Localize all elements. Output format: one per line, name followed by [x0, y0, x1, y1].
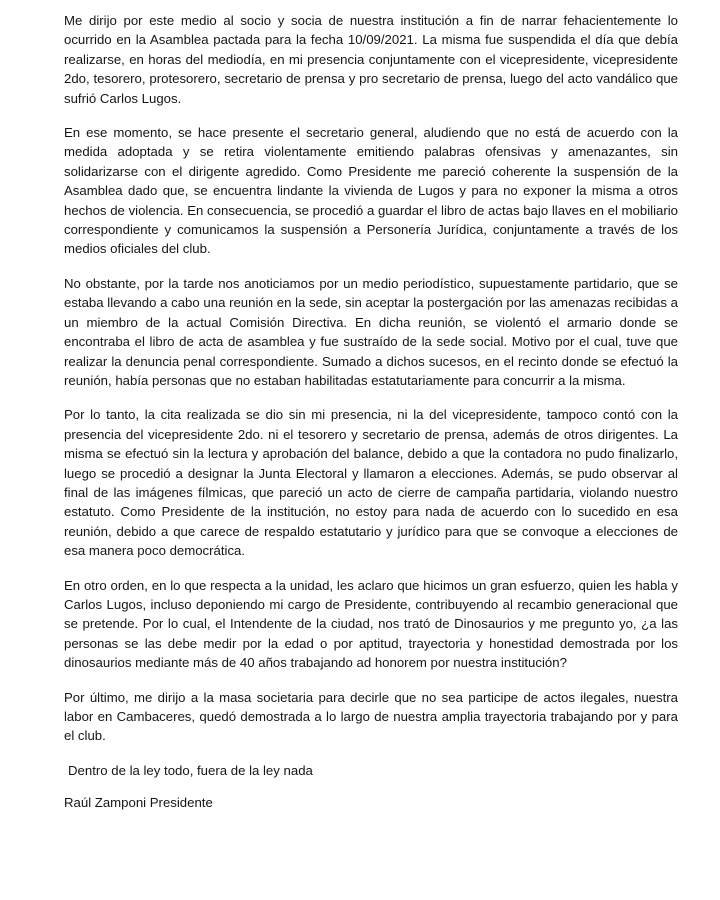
closing-motto: Dentro de la ley todo, fuera de la ley nada — [68, 762, 313, 778]
letter-body — [64, 11, 678, 813]
paragraph-5: En otro orden, en lo que respecta a la unidad, les aclaro que hicimos un gran esfuerzo, quien les habla y Carlos Lugos, incluso deponiendo mi cargo de Presidente, contribuyendo al recambio generacional que se pretende. Por lo cual, el Intendente de la ciudad, nos trató de Dinosaurios y me pregunto yo, ¿a las personas se las debe medir por la edad o por aptitud, trayectoria y honestidad demostrada por los dinosaurios mediante más de 40 años trabajando ad honorem por nuestra institución? — [64, 577, 678, 671]
paragraph-6: Por último, me dirijo a la masa societaria para decirle que no sea participe de actos ilegales, nuestra labor en Cambaceres, quedó demostrada a lo largo de nuestra amplia trayectoria trabajando por y para el club. — [64, 689, 678, 744]
paragraph-3: No obstante, por la tarde nos anoticiamos por un medio periodístico, supuestamente partidario, que se estaba llevando a cabo una reunión en la sede, sin aceptar la postergación por las amenazas recibidas a un miembro de la actual Comisión Directiva. En dicha reunión, se violentó el armario donde se encontraba el libro de acta de asamblea y fue sustraído de la sede social. Motivo por el cual, tuve que realizar la denuncia penal correspondiente. Sumado a dichos sucesos, en el recinto donde se efectuó la reunión, había personas que no estaban habilitadas estatutariamente para concurrir a la misma. — [64, 275, 678, 388]
paragraph-4: Por lo tanto, la cita realizada se dio sin mi presencia, ni la del vicepresidente, tampoco contó con la presencia del vicepresidente 2do. ni el tesorero y secretario de prensa, además de otros dirigentes. La misma se efectuó sin la lectura y aprobación del balance, debido a que la contadora no pudo finalizarlo, luego se procedió a designar la Junta Electoral y llamaron a elecciones. Además, se pudo observar al final de las imágenes fílmicas, que pareció un acto de cierre de campaña partidaria, violando nuestro estatuto. Como Presidente de la institución, no estoy para nada de acuerdo con lo sucedido en esa reunión, debido a que carece de respaldo estatutario y jurídico para que se convoque a elecciones de esa manera poco democrática. — [64, 407, 678, 559]
paragraph-2: En ese momento, se hace presente el secretario general, aludiendo que no está de acuerdo con la medida adoptada y se retira violentamente emitiendo palabras ofensivas y amenazantes, sin solidarizarse con el dirigente agredido. Como Presidente me pareció coherente la suspensión de la Asamblea dado que, se encuentra lindante la vivienda de Lugos y para no exponer la misma a otros hechos de violencia. En consecuencia, se procedió a guardar el libro de actas bajo llaves en el mobiliario correspondiente y comunicamos la suspensión a Personería Jurídica, conjuntamente a través de los medios oficiales del club. — [64, 125, 678, 257]
paragraph-1: Me dirijo por este medio al socio y socia de nuestra institución a fin de narrar fehacientemente lo ocurrido en la Asamblea pactada para la fecha 10/09/2021. La misma fue suspendida el día que debía realizarse, en horas del mediodía, en mi presencia conjuntamente con el vicepresidente, vicepresidente 2do, tesorero, protesorero, secretario de prensa y pro secretario de prensa, luego del acto vandálico que sufrió Carlos Lugos. — [64, 13, 678, 106]
signature-line: Raúl Zamponi Presidente — [64, 795, 213, 811]
